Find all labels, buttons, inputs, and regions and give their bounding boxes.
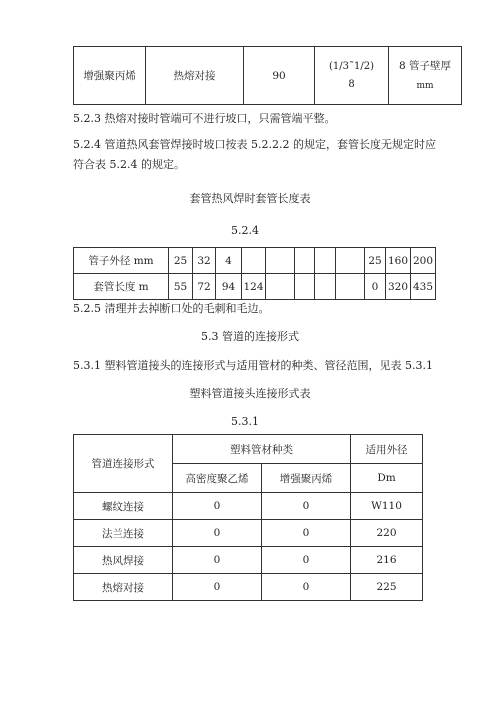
- table-cell: 0: [262, 520, 351, 547]
- ratio-bottom: 8: [348, 78, 355, 90]
- method-cell: 热熔对接: [146, 47, 244, 105]
- note-bottom: mm: [416, 80, 434, 91]
- table-cell: 0: [173, 520, 262, 547]
- table-5-2-4: [73, 247, 436, 300]
- table-5-2-4-title: 套管热风焊时套管长度表: [189, 192, 311, 205]
- table-cell: [336, 274, 365, 300]
- paragraph-5-2-5: 5.2.5 清理并去掉断口处的毛刺和毛边。: [73, 302, 270, 315]
- paragraph-5-2-4-line2: 符合表 5.2.4 的规定。: [73, 158, 185, 171]
- table-5-3-1: [73, 434, 423, 601]
- note-cell: [389, 47, 462, 105]
- table-row: [74, 547, 423, 574]
- table-row: [74, 493, 423, 520]
- header-material-group: 塑料管材种类: [173, 435, 351, 464]
- material-cell: 增强聚丙烯: [74, 47, 146, 105]
- table-cell: 320: [386, 274, 411, 300]
- table-cell: 25: [365, 248, 386, 274]
- table-cell: 0: [262, 574, 351, 601]
- table-cell: [266, 274, 295, 300]
- table-cell: 热熔对接: [74, 574, 173, 601]
- header-pp: 增强聚丙烯: [262, 464, 351, 493]
- table-cell: W110: [351, 493, 423, 520]
- top-table: [73, 46, 462, 105]
- table-cell: 0: [173, 493, 262, 520]
- section-5-3-heading: 5.3 管道的连接形式: [201, 330, 299, 343]
- table-cell: 0: [262, 493, 351, 520]
- table-cell: 94: [216, 274, 242, 300]
- table-cell: [315, 274, 336, 300]
- table-cell: 225: [351, 574, 423, 601]
- table-cell: [315, 248, 336, 274]
- table-cell: 435: [411, 274, 436, 300]
- ratio-cell: [315, 47, 389, 105]
- paragraph-5-2-3: 5.2.3 热熔对接时管端可不进行坡口，只需管端平整。: [73, 112, 336, 125]
- table-cell: [242, 248, 266, 274]
- header-diameter-unit: Dm: [351, 464, 423, 493]
- table-row: [74, 520, 423, 547]
- table-5-2-4-number: 5.2.4: [231, 224, 259, 237]
- table-cell: 216: [351, 547, 423, 574]
- table-cell: 4: [216, 248, 242, 274]
- table-cell: [295, 274, 315, 300]
- header-connection-form: 管道连接形式: [74, 435, 173, 493]
- note-top: 8 管子壁厚: [398, 59, 452, 72]
- row-label: 套管长度 m: [74, 274, 169, 300]
- table-cell: 220: [351, 520, 423, 547]
- table-cell: 55: [169, 274, 193, 300]
- table-row: [74, 574, 423, 601]
- table-cell: 法兰连接: [74, 520, 173, 547]
- table-header-row: [74, 435, 423, 464]
- paragraph-5-3-1: 5.3.1 塑料管道接头的连接形式与适用管材的种类、管径范围，见表 5.3.1: [73, 359, 433, 372]
- table-cell: [266, 248, 295, 274]
- table-cell: 72: [193, 274, 216, 300]
- table-cell: 32: [193, 248, 216, 274]
- table-cell: 124: [242, 274, 266, 300]
- row-label: 管子外径 mm: [74, 248, 169, 274]
- header-diameter: 适用外径: [351, 435, 423, 464]
- table-cell: [336, 248, 365, 274]
- table-cell: 25: [169, 248, 193, 274]
- table-row: [74, 47, 462, 105]
- table-5-3-1-number: 5.3.1: [231, 415, 259, 428]
- table-cell: 0: [365, 274, 386, 300]
- table-cell: 0: [173, 574, 262, 601]
- table-cell: 热风焊接: [74, 547, 173, 574]
- value-cell: 90: [244, 47, 315, 105]
- table-cell: 0: [262, 547, 351, 574]
- table-row: [74, 248, 436, 274]
- table-5-3-1-title: 塑料管道接头连接形式表: [189, 387, 311, 400]
- header-hdpe: 高密度聚乙烯: [173, 464, 262, 493]
- table-cell: 200: [411, 248, 436, 274]
- table-cell: 0: [173, 547, 262, 574]
- ratio-top: (1/3˜1/2): [329, 60, 374, 72]
- table-cell: 螺纹连接: [74, 493, 173, 520]
- paragraph-5-2-4-line1: 5.2.4 管道热风套管焊接时坡口按表 5.2.2.2 的规定，套管长度无规定时应: [73, 138, 436, 151]
- table-cell: [295, 248, 315, 274]
- table-cell: 160: [386, 248, 411, 274]
- table-row: [74, 274, 436, 300]
